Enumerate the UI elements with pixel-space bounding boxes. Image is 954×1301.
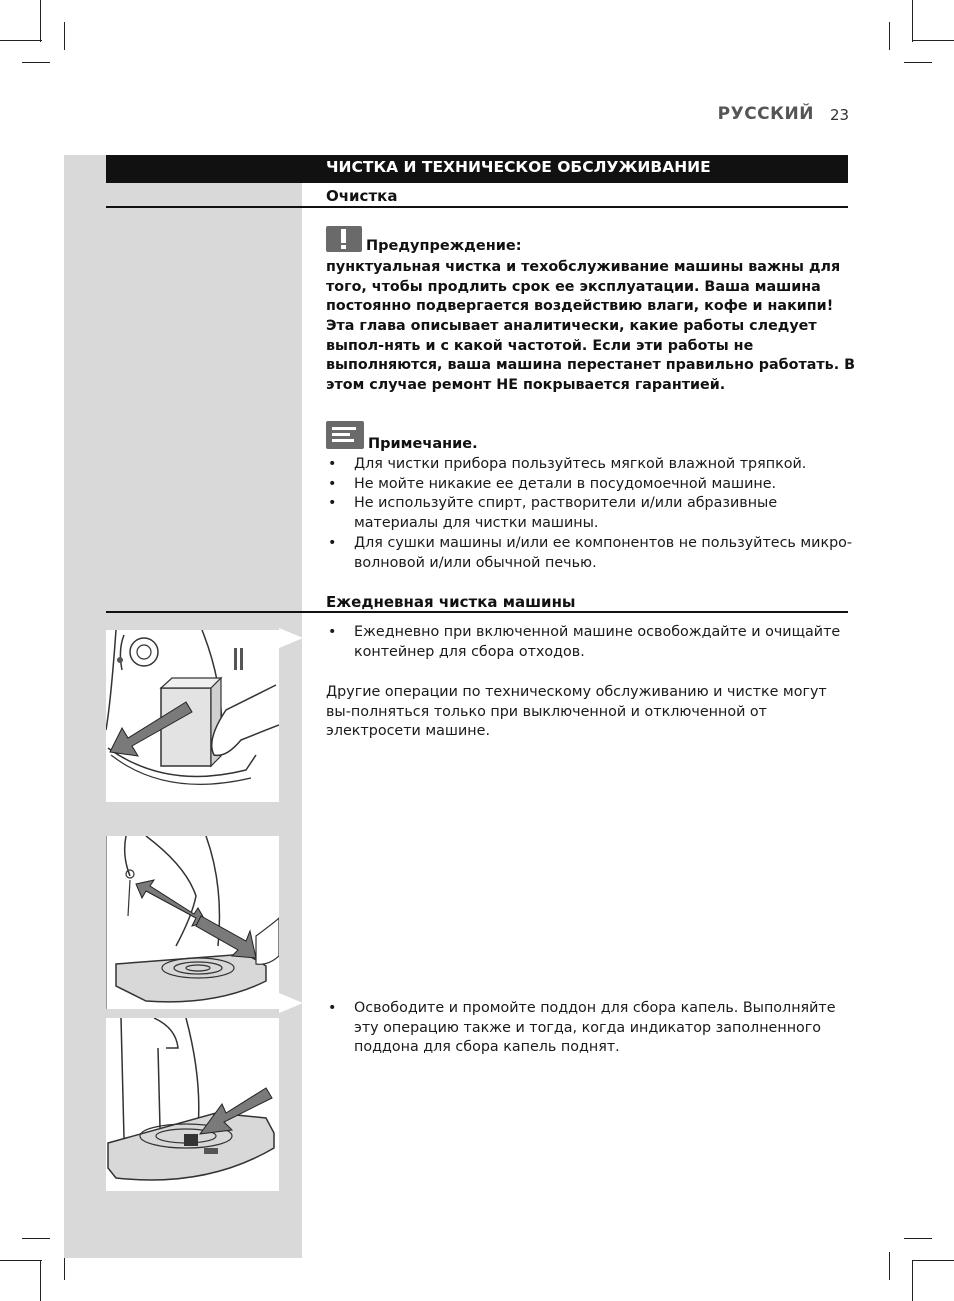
note-label: Примечание. — [368, 436, 478, 452]
crop-mark — [40, 1260, 41, 1301]
crop-mark — [912, 1260, 913, 1301]
illustration-grounds-container — [106, 630, 279, 802]
illustration-drip-tray-remove-container — [106, 1018, 279, 1191]
list-item: • Не используйте спирт, растворители и/или абразивные материалы для чистки машины. — [326, 494, 856, 533]
divider — [106, 206, 848, 208]
crop-mark — [40, 0, 41, 42]
list-item: • Не мойте никакие ее детали в посудомоечной машине. — [326, 475, 856, 495]
crop-mark — [912, 0, 913, 42]
warning-icon — [326, 226, 362, 252]
section-title: ЧИСТКА И ТЕХНИЧЕСКОЕ ОБСЛУЖИВАНИЕ — [326, 158, 711, 176]
crop-mark — [912, 1260, 954, 1261]
illustration-drip-tray-container — [106, 836, 279, 1009]
warning-label: Предупреждение: — [366, 238, 522, 254]
crop-mark — [0, 1260, 42, 1261]
list-item: • Ежедневно при включенной машине освобождайте и очищайте контейнер для сбора отходов. — [326, 623, 856, 662]
crop-mark — [904, 62, 932, 63]
daily-list-1 — [326, 623, 856, 662]
cleaning-title: Очистка — [326, 187, 398, 205]
crop-mark — [22, 1238, 50, 1239]
divider — [106, 611, 848, 613]
list-item: • Для чистки прибора пользуйтесь мягкой влажной тряпкой. — [326, 455, 856, 475]
crop-mark — [904, 1238, 932, 1239]
list-item: • Освободите и промойте поддон для сбора капель. Выполняйте эту операцию также и тогда, когда индикатор заполненного поддона для сбора капель поднят. — [326, 999, 856, 1058]
drip-tray-remove-illustration — [106, 1018, 279, 1191]
crop-mark — [889, 22, 890, 50]
warning-text: пунктуальная чистка и техобслуживание машины важны для того, чтобы продлить срок ее эксплуатации. Ваша машина постоянно подвергается воздействию влаги, кофе и накипи! — [326, 259, 841, 315]
pointer-triangle — [279, 628, 303, 648]
crop-mark — [0, 40, 42, 41]
pointer-triangle — [279, 993, 303, 1013]
machine-grounds-illustration — [106, 630, 279, 802]
crop-mark — [64, 22, 65, 50]
note-list — [326, 455, 856, 573]
crop-mark — [912, 40, 954, 41]
warning-text-2: Эта глава описывает аналитически, какие работы следует выпол-нять и с какой частотой. Если эти работы не выполняются, ваша машина перестанет правильно работать. В этом случае ремонт НЕ покрывается гарантией. — [326, 318, 856, 394]
note-icon — [326, 421, 364, 449]
daily-list-2 — [326, 999, 856, 1058]
page-number: 23 — [830, 106, 850, 124]
maintenance-paragraph: Другие операции по техническому обслуживанию и чистке могут вы-полняться только при выключенной и отключенной от электросети машине. — [326, 684, 827, 740]
daily-cleaning-title: Ежедневная чистка машины — [326, 593, 576, 611]
list-item: • Для сушки машины и/или ее компонентов не пользуйтесь микро-волновой и/или обычной печью. — [326, 534, 856, 573]
crop-mark — [22, 62, 50, 63]
language-header: РУССКИЙ — [717, 104, 814, 124]
drip-tray-slide-illustration — [106, 836, 279, 1009]
crop-mark — [889, 1252, 890, 1280]
